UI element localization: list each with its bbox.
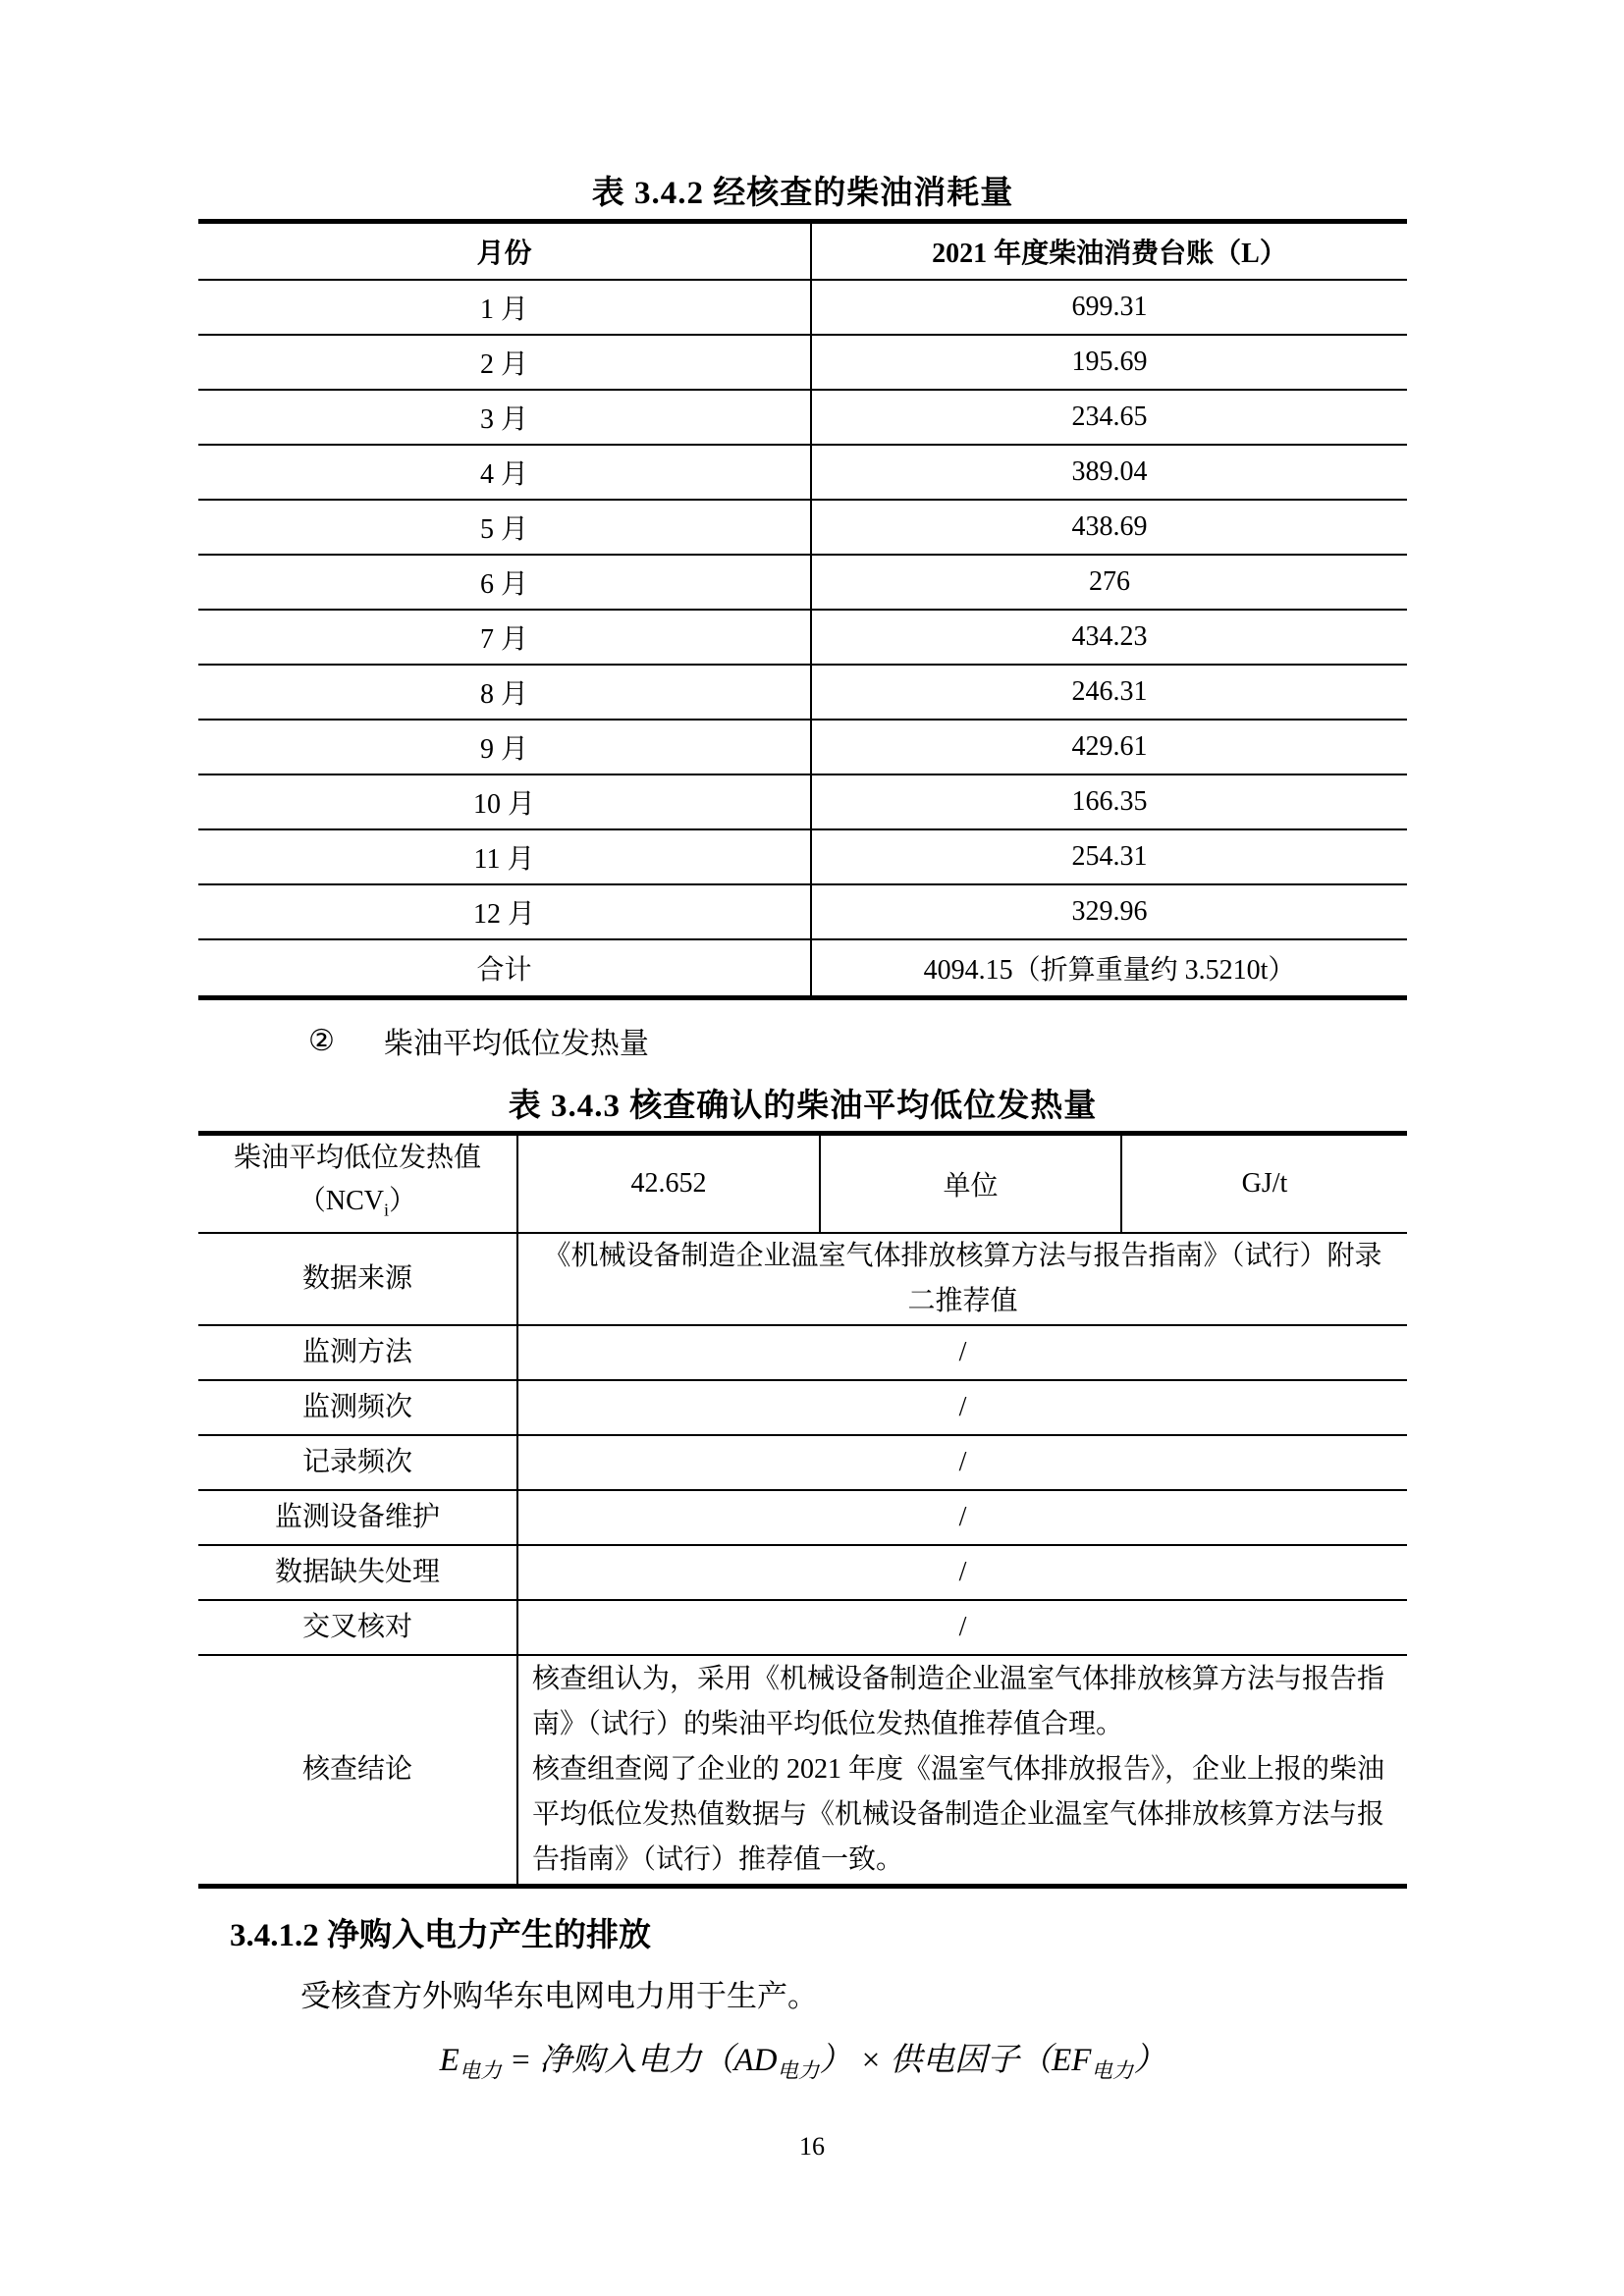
table-343-title: 表 3.4.3 核查确认的柴油平均低位发热量	[508, 1089, 1098, 1124]
month-cell: 10 月	[198, 775, 812, 828]
total-label-cell: 合计	[198, 940, 812, 995]
formula-part: E	[439, 2043, 460, 2078]
formula-part: ） × 供电因子（EF	[819, 2043, 1092, 2078]
table-row	[198, 391, 1407, 446]
table-342	[198, 219, 1407, 1000]
table-row	[198, 336, 1407, 391]
table-row	[198, 885, 1407, 940]
value-cell: 166.35	[1071, 786, 1148, 817]
table-total-row	[198, 940, 1407, 995]
row-value-cell: /	[958, 1612, 967, 1642]
ncv-label-line2: $(NCV_i)$	[298, 1185, 417, 1220]
value-cell: 276	[1089, 566, 1130, 597]
record-frequency-row	[198, 1436, 1407, 1491]
ncv-value-cell: 42.652	[518, 1136, 821, 1232]
formula-part: ）	[1133, 2043, 1166, 2078]
ncv-label-line1: 柴油平均低位发热值	[233, 1142, 481, 1173]
conclusion-paragraph-1: 核查组认为，采用《机械设备制造企业温室气体排放核算方法与报告指南》（试行）的柴油平均低位发热值推荐值合理。	[532, 1664, 1385, 1739]
month-cell: 5 月	[198, 501, 812, 554]
table-row	[198, 446, 1407, 501]
formula-subscript: 电力	[459, 2058, 502, 2083]
row-label-cell: 交叉核对	[198, 1601, 518, 1654]
ncv-row	[198, 1136, 1407, 1234]
value-cell: 438.69	[1071, 511, 1148, 542]
month-cell: 6 月	[198, 556, 812, 609]
value-cell: 434.23	[1071, 621, 1148, 652]
unit-value-cell: GJ/t	[1241, 1168, 1288, 1199]
conclusion-row	[198, 1656, 1407, 1884]
table-342-title: 表 3.4.2 经核查的柴油消耗量	[591, 176, 1014, 211]
circled-2-marker: ②	[308, 1024, 335, 1057]
month-cell: 7 月	[198, 611, 812, 664]
row-value-cell: /	[958, 1447, 967, 1477]
row-label-cell: 记录频次	[198, 1436, 518, 1489]
monitoring-frequency-row	[198, 1381, 1407, 1436]
value-cell: 246.31	[1071, 676, 1148, 707]
month-cell: 11 月	[198, 830, 812, 883]
table-row	[198, 830, 1407, 885]
ncv-subscript: i	[384, 1200, 390, 1220]
table-row	[198, 666, 1407, 721]
value-cell: 254.31	[1071, 841, 1148, 872]
table-row	[198, 775, 1407, 830]
body-paragraph: 受核查方外购华东电网电力用于生产。	[300, 1979, 818, 2013]
row-label-cell: 监测设备维护	[198, 1491, 518, 1544]
row-label-cell: 数据缺失处理	[198, 1546, 518, 1599]
conclusion-text-cell	[518, 1656, 1407, 1884]
data-source-row	[198, 1234, 1407, 1326]
list-item-2-text: 柴油平均低位发热量	[383, 1028, 649, 1060]
missing-data-row	[198, 1546, 1407, 1601]
ncv-label-cell	[198, 1136, 518, 1232]
table-header-row	[198, 224, 1407, 281]
table-row	[198, 501, 1407, 556]
row-label-cell: 监测频次	[198, 1381, 518, 1434]
unit-label-cell: 单位	[821, 1136, 1122, 1232]
month-cell: 3 月	[198, 391, 812, 444]
monitoring-method-row	[198, 1326, 1407, 1381]
month-cell: 1 月	[198, 281, 812, 334]
row-label-cell: 监测方法	[198, 1326, 518, 1379]
formula-subscript: 电力	[1091, 2058, 1134, 2083]
value-cell: 389.04	[1071, 456, 1148, 487]
row-value-cell: /	[958, 1337, 967, 1367]
value-cell: 699.31	[1071, 292, 1148, 322]
equipment-maintenance-row	[198, 1491, 1407, 1546]
row-value-cell: /	[958, 1392, 967, 1422]
cross-check-row	[198, 1601, 1407, 1656]
month-cell: 8 月	[198, 666, 812, 719]
formula-subscript: 电力	[777, 2058, 820, 2083]
data-source-value-cell: 《机械设备制造企业温室气体排放核算方法与报告指南》（试行）附录二推荐值	[543, 1241, 1382, 1316]
month-cell: 12 月	[198, 885, 812, 938]
value-cell: 195.69	[1071, 347, 1148, 377]
total-value-cell: 4094.15（折算重量约 3.5210t）	[923, 955, 1296, 986]
table-row	[198, 721, 1407, 775]
month-cell: 2 月	[198, 336, 812, 389]
conclusion-paragraph-2: 核查组查阅了企业的 2021 年度《温室气体排放报告》，企业上报的柴油平均低位发热值数据与《机械设备制造企业温室气体排放核算方法与报告指南》（试行）推荐值一致。	[532, 1754, 1385, 1875]
page-number: 16	[799, 2132, 825, 2161]
table-row	[198, 281, 1407, 336]
table-343	[198, 1131, 1407, 1889]
value-header-cell: 2021 年度柴油消费台账（L）	[932, 239, 1287, 269]
electricity-emission-formula	[198, 2034, 1407, 2085]
formula-part: = 净购入电力（AD	[501, 2043, 778, 2078]
value-cell: 429.61	[1071, 731, 1148, 762]
month-header-cell: 月份	[198, 224, 812, 279]
list-item-2	[308, 1019, 649, 1062]
value-cell: 329.96	[1071, 896, 1148, 927]
section-heading-3412: 3.4.1.2 净购入电力产生的排放	[230, 1918, 651, 1953]
table-row	[198, 611, 1407, 666]
row-label-cell: 核查结论	[198, 1656, 518, 1884]
table-row	[198, 556, 1407, 611]
month-cell: 9 月	[198, 721, 812, 774]
row-label-cell: 数据来源	[198, 1234, 518, 1324]
row-value-cell: /	[958, 1502, 967, 1532]
row-value-cell: /	[958, 1557, 967, 1587]
month-cell: 4 月	[198, 446, 812, 499]
value-cell: 234.65	[1071, 401, 1148, 432]
